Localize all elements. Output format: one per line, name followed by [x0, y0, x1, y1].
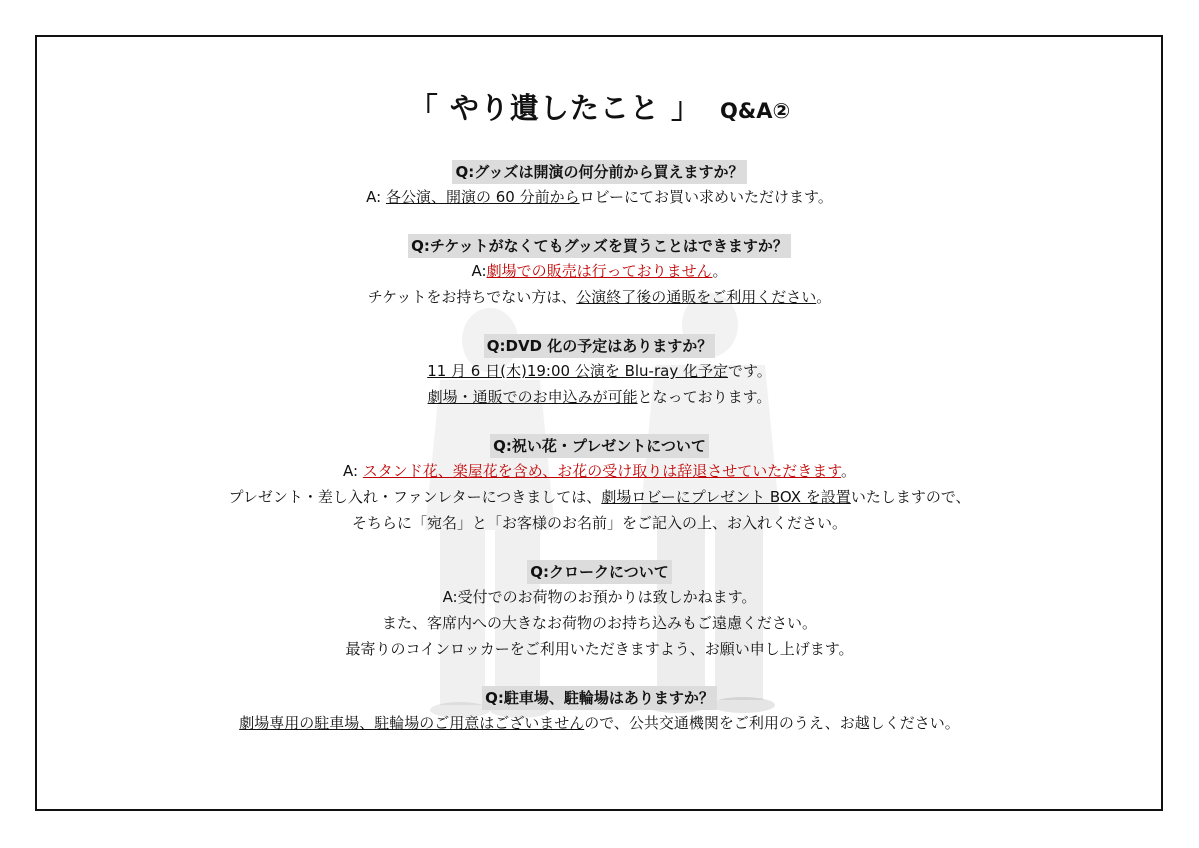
answer-line	[0, 584, 1199, 610]
question: Q:DVD 化の予定はありますか？	[484, 334, 716, 358]
answer-text: いたしますので、	[850, 488, 971, 506]
question: Q:駐車場、駐輪場はありますか？	[482, 686, 717, 710]
answer-line	[0, 384, 1199, 410]
answer-text-underlined: 劇場・通販でのお申込みが可能	[427, 388, 638, 406]
answer-text: A:	[366, 188, 386, 206]
answer-text: A:	[342, 462, 363, 480]
answer-line	[0, 636, 1199, 662]
answer-text: ので、公共交通機関をご利用のうえ、お越しください。	[584, 714, 960, 732]
answer-line	[0, 458, 1199, 484]
qa-section	[0, 560, 1199, 662]
answer-text: そちらに「宛名」と「お客様のお名前」をご記入の上、お入れください。	[351, 514, 847, 532]
answer-line	[0, 184, 1199, 210]
answer-text: です。	[727, 362, 772, 380]
answer-text-underlined: 劇場専用の駐車場、駐輪場のご用意はございません	[239, 714, 585, 732]
question: Q:クロークについて	[527, 560, 671, 584]
answer-text: となっております。	[637, 388, 772, 406]
question: Q:グッズは開演の何分前から買えますか？	[452, 160, 746, 184]
qa-section	[0, 160, 1199, 210]
answer-line	[0, 284, 1199, 310]
answer-text: 。	[841, 462, 857, 480]
answer-line	[0, 358, 1199, 384]
question: Q:祝い花・プレゼントについて	[490, 434, 709, 458]
answer-text: ロビーにてお買い求めいただけます。	[579, 188, 833, 206]
answer-text-underlined: 劇場ロビーにプレゼント BOX を設置	[601, 488, 851, 506]
answer-text-red: 劇場での販売は行っておりません	[486, 262, 713, 280]
title-main: 「 やり遺したこと 」	[408, 91, 701, 125]
answer-text-underlined: 公演終了後の通販をご利用ください	[576, 288, 817, 306]
answer-line	[0, 710, 1199, 736]
answer-text: A:	[471, 262, 487, 280]
qa-section	[0, 334, 1199, 410]
qa-list	[0, 160, 1199, 760]
answer-text: 。	[712, 262, 728, 280]
answer-text: チケットをお持ちでない方は、	[367, 288, 577, 306]
answer-text: また、客席内への大きなお荷物のお持ち込みもご遠慮ください。	[381, 614, 817, 632]
answer-line	[0, 258, 1199, 284]
qa-section	[0, 686, 1199, 736]
answer-text: 最寄りのコインロッカーをご利用いただきますよう、お願い申し上げます。	[345, 640, 854, 658]
answer-text: A:受付でのお荷物のお預かりは致しかねます。	[442, 588, 757, 606]
qa-section	[0, 234, 1199, 310]
answer-text-underlined: 11 月 6 日(木)19:00 公演を Blu-ray 化予定	[427, 362, 728, 380]
answer-text-underlined: 各公演、開演の 60 分前から	[386, 188, 580, 206]
qa-section	[0, 434, 1199, 536]
answer-line	[0, 484, 1199, 510]
question: Q:チケットがなくてもグッズを買うことはできますか？	[408, 234, 791, 258]
answer-text-red: スタンド花、楽屋花を含め、お花の受け取りは辞退させていただきます	[362, 462, 842, 480]
answer-line	[0, 610, 1199, 636]
answer-text: 。	[816, 288, 832, 306]
title-sub: Q&A②	[720, 99, 791, 123]
answer-line	[0, 510, 1199, 536]
page-title	[0, 86, 1199, 127]
answer-text: プレゼント・差し入れ・ファンレターにつきましては、	[228, 488, 602, 506]
